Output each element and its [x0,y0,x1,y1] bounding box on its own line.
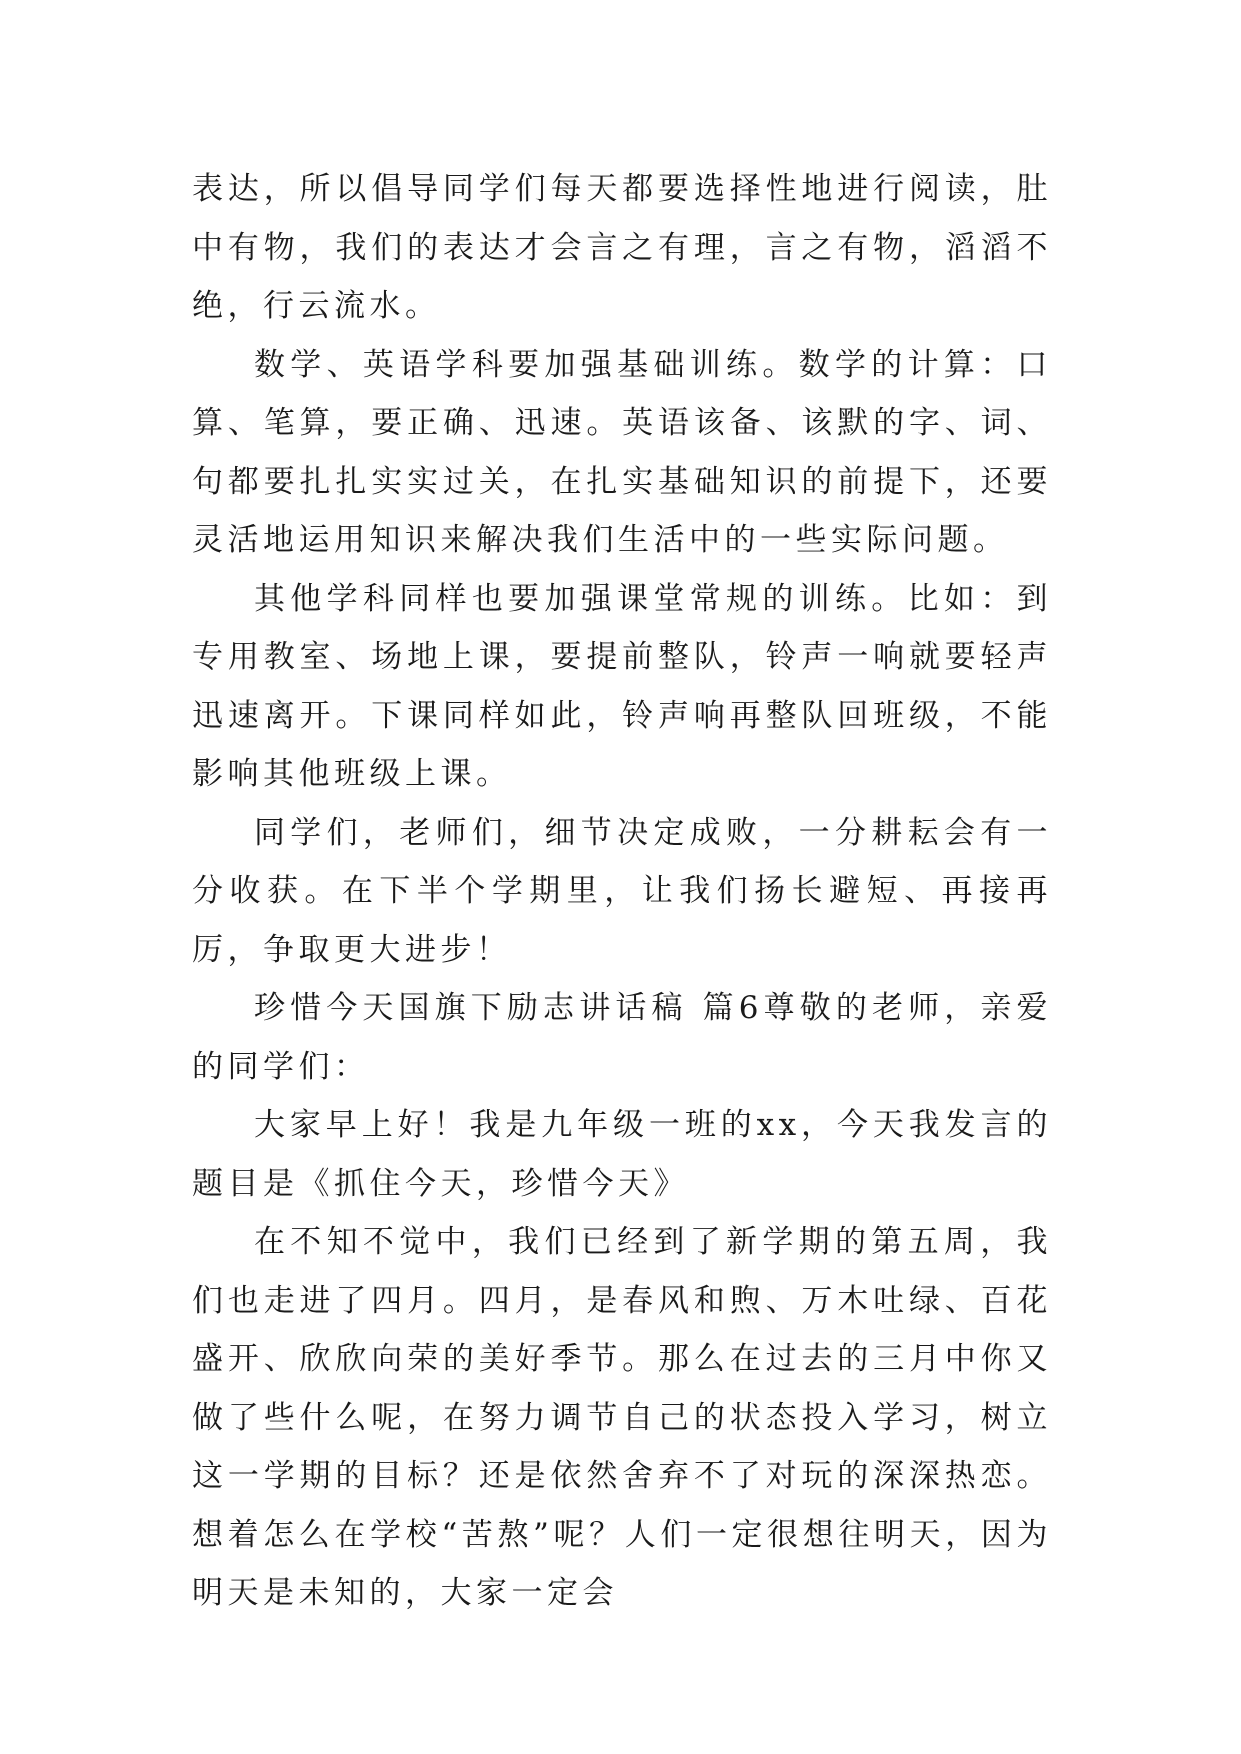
paragraph-5-heading: 珍惜今天国旗下励志讲话稿 篇6尊敬的老师，亲爱的同学们： [192,990,1052,1085]
paragraph-7: 在不知不觉中，我们已经到了新学期的第五周，我们也走进了四月。四月，是春风和煦、万木吐绿、百花盛开、欣欣向荣的美好季节。那么在过去的三月中你又做了些什么呢，在努力调节自己的状态投入学习，树立这一学期的目标？还是依然舍弃不了对玩的深深热恋。想着怎么在学校“苦熬”呢？人们一定很想往明天，因为明天是未知的，大家一定会 [192,1224,1052,1611]
paragraph-3: 其他学科同样也要加强课堂常规的训练。比如：到专用教室、场地上课，要提前整队，铃声一响就要轻声迅速离开。下课同样如此，铃声响再整队回班级，不能影响其他班级上课。 [192,580,1052,792]
document-page [192,160,1052,1623]
paragraph-6: 大家早上好！我是九年级一班的xx，今天我发言的题目是《抓住今天，珍惜今天》 [192,1107,1052,1202]
paragraph-2: 数学、英语学科要加强基础训练。数学的计算：口算、笔算，要正确、迅速。英语该备、该默的字、词、句都要扎扎实实过关，在扎实基础知识的前提下，还要灵活地运用知识来解决我们生活中的一些实际问题。 [192,346,1052,558]
paragraph-1: 表达，所以倡导同学们每天都要选择性地进行阅读，肚中有物，我们的表达才会言之有理，言之有物，滔滔不绝，行云流水。 [192,171,1052,324]
paragraph-4: 同学们，老师们，细节决定成败，一分耕耘会有一分收获。在下半个学期里，让我们扬长避短、再接再厉，争取更大进步！ [192,814,1052,968]
